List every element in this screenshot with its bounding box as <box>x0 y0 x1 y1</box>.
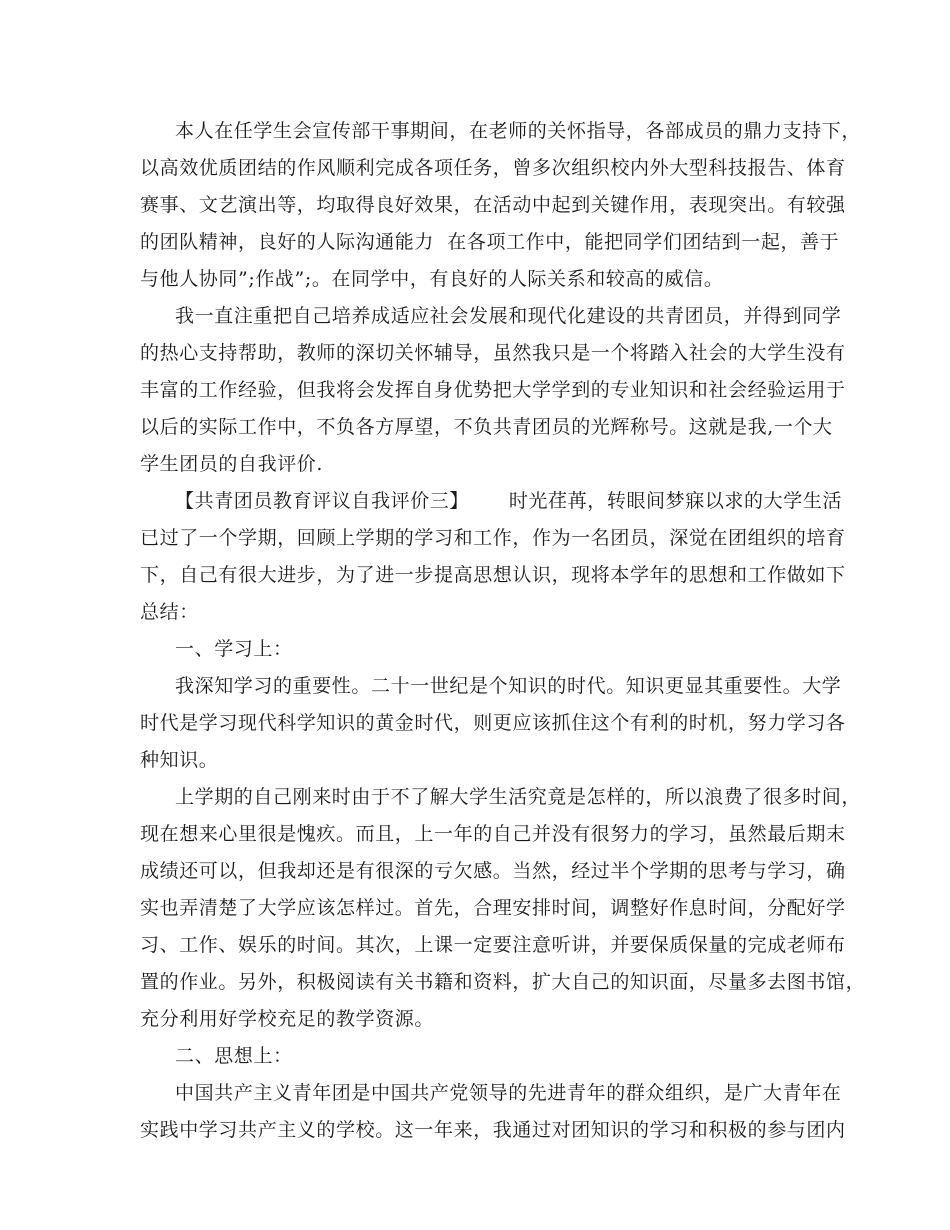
paragraph-line: 中国共产主义青年团是中国共产党领导的先进青年的群众组织，是广大青年在 <box>175 1082 842 1104</box>
paragraph-line: 已过了一个学期，回顾上学期的学习和工作，作为一名团员，深觉在团组织的培育 <box>140 527 846 549</box>
section-heading-line: 【共青团员教育评议自我评价三】 时光荏苒，转眼间梦寐以求的大学生活 <box>175 490 843 512</box>
paragraph-line: 置的作业。另外，积极阅读有关书籍和资料，扩大自己的知识面，尽量多去图书馆， <box>140 971 866 993</box>
paragraph-line: 丰富的工作经验，但我将会发挥自身优势把大学学到的专业知识和社会经验运用于 <box>140 379 846 401</box>
paragraph-line: 下，自己有很大进步，为了进一步提高思想认识，现将本学年的思想和工作做如下 <box>140 564 846 586</box>
paragraph-line: 现在想来心里很是愧疚。而且，上一年的自己并没有很努力的学习，虽然最后期末 <box>140 823 846 845</box>
paragraph-line: 时代是学习现代科学知识的黄金时代，则更应该抓住这个有利的时机，努力学习各 <box>140 712 846 734</box>
paragraph-line: 本人在任学生会宣传部干事期间，在老师的关怀指导，各部成员的鼎力支持下， <box>175 120 862 142</box>
paragraph-line: 成绩还可以，但我却还是有很深的亏欠感。当然，经过半个学期的思考与学习，确 <box>140 860 846 882</box>
paragraph-line: 种知识。 <box>140 749 219 771</box>
paragraph-line: 习、工作、娱乐的时间。其次，上课一定要注意听讲，并要保质保量的完成老师布 <box>140 934 846 956</box>
paragraph-line: 充分利用好学校充足的教学资源。 <box>140 1008 435 1030</box>
document-page <box>140 113 866 1149</box>
paragraph-line: 赛事、文艺演出等，均取得良好效果，在活动中起到关键作用，表现突出。有较强 <box>140 194 846 216</box>
paragraph-line: 以后的实际工作中，不负各方厚望，不负共青团员的光辉称号。这就是我,一个大 <box>140 416 833 438</box>
paragraph-line: 的团队精神，良好的人际沟通能力 在各项工作中，能把同学们团结到一起，善于 <box>140 231 840 253</box>
paragraph-line: 实践中学习共产主义的学校。这一年来，我通过对团知识的学习和积极的参与团内 <box>140 1119 846 1141</box>
paragraph-line: 我深知学习的重要性。二十一世纪是个知识的时代。知识更显其重要性。大学 <box>175 675 842 697</box>
subheading-thought: 二、思想上： <box>175 1045 293 1067</box>
paragraph-line: 上学期的自己刚来时由于不了解大学生活究竟是怎样的，所以浪费了很多时间， <box>175 786 862 808</box>
paragraph-line: 以高效优质团结的作风顺利完成各项任务，曾多次组织校内外大型科技报告、体育 <box>140 157 846 179</box>
paragraph-line: 学生团员的自我评价. <box>140 453 324 475</box>
paragraph-line: 的热心支持帮助，教师的深切关怀辅导，虽然我只是一个将踏入社会的大学生没有 <box>140 342 846 364</box>
paragraph-line: 我一直注重把自己培养成适应社会发展和现代化建设的共青团员，并得到同学 <box>175 305 842 327</box>
paragraph-line: 总结： <box>140 601 199 623</box>
paragraph-line: 与他人协同”;作战”;。在同学中，有良好的人际关系和较高的威信。 <box>140 268 724 290</box>
subheading-study: 一、学习上： <box>175 638 293 660</box>
paragraph-line: 实也弄清楚了大学应该怎样过。首先，合理安排时间，调整好作息时间，分配好学 <box>140 897 846 919</box>
